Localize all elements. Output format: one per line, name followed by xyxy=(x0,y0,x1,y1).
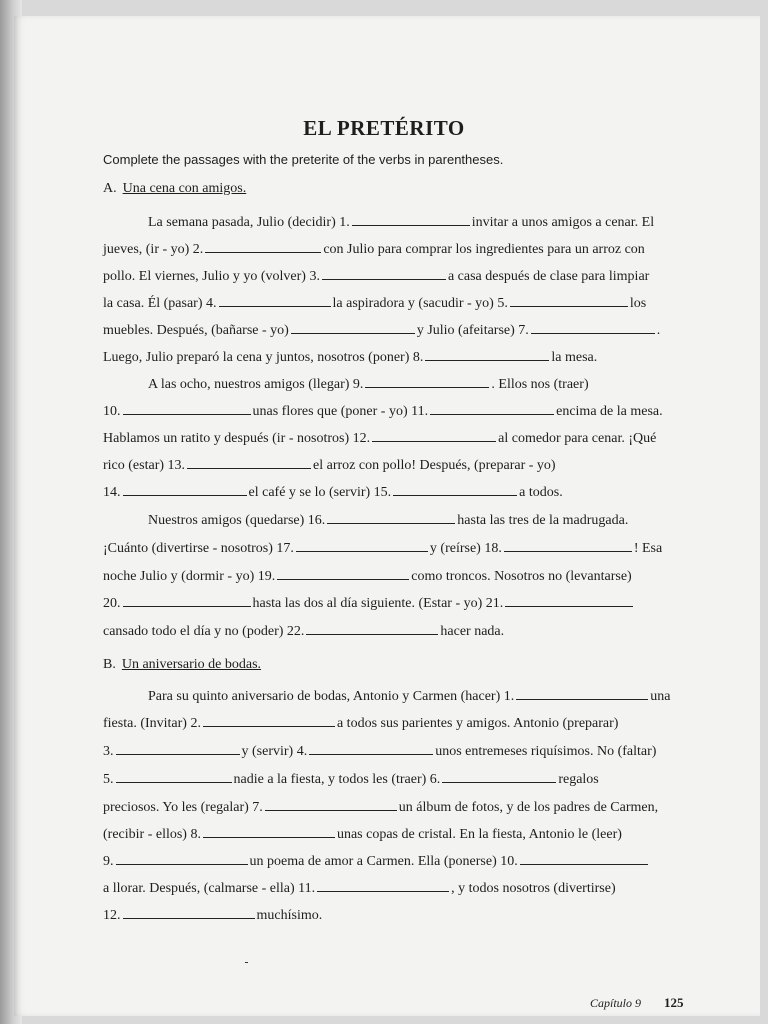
answer-blank[interactable] xyxy=(123,401,251,415)
answer-blank[interactable] xyxy=(277,566,409,580)
answer-blank[interactable] xyxy=(203,824,335,838)
section-b-heading xyxy=(103,657,261,673)
answer-blank[interactable] xyxy=(116,741,240,755)
answer-blank[interactable] xyxy=(296,538,428,552)
passage-line: 12. muchísimo. xyxy=(103,905,322,925)
passage-line: La semana pasada, Julio (decidir) 1. invitar a unos amigos a cenar. El xyxy=(148,212,654,232)
passage-line: Hablamos un ratito y después (ir - nosotros) 12. al comedor para cenar. ¡Qué xyxy=(103,428,656,448)
answer-blank[interactable] xyxy=(322,266,446,280)
answer-blank[interactable] xyxy=(306,621,438,635)
answer-blank[interactable] xyxy=(393,482,517,496)
passage-line: Para su quinto aniversario de bodas, Antonio y Carmen (hacer) 1. una xyxy=(148,686,670,706)
answer-blank[interactable] xyxy=(365,374,489,388)
passage-line: muebles. Después, (bañarse - yo) y Julio (afeitarse) 7. . xyxy=(103,320,660,340)
passage-line: jueves, (ir - yo) 2. con Julio para comprar los ingredientes para un arroz con xyxy=(103,239,645,259)
answer-blank[interactable] xyxy=(531,320,655,334)
answer-blank[interactable] xyxy=(510,293,628,307)
passage-line: a llorar. Después, (calmarse - ella) 11. , y todos nosotros (divertirse) xyxy=(103,878,616,898)
answer-blank[interactable] xyxy=(327,510,455,524)
page-number: 125 xyxy=(664,995,684,1010)
answer-blank[interactable] xyxy=(116,769,232,783)
section-title: Un aniversario de bodas. xyxy=(121,657,262,672)
answer-blank[interactable] xyxy=(123,482,247,496)
answer-blank[interactable] xyxy=(203,713,335,727)
answer-blank[interactable] xyxy=(504,538,632,552)
section-title: Una cena con amigos. xyxy=(122,181,247,196)
instructions: Complete the passages with the preterite of the verbs in parentheses. xyxy=(103,152,504,167)
passage-line: noche Julio y (dormir - yo) 19. como troncos. Nosotros no (levantarse) xyxy=(103,566,632,586)
answer-blank[interactable] xyxy=(520,851,648,865)
passage-line: cansado todo el día y no (poder) 22. hacer nada. xyxy=(103,621,504,641)
answer-blank[interactable] xyxy=(116,851,248,865)
answer-blank[interactable] xyxy=(291,320,415,334)
passage-line: 5. nadie a la fiesta, y todos les (traer) 6. regalos xyxy=(103,769,599,789)
section-a-heading xyxy=(103,181,246,197)
answer-blank[interactable] xyxy=(505,593,633,607)
page-title: EL PRETÉRITO xyxy=(303,116,465,140)
answer-blank[interactable] xyxy=(309,741,433,755)
answer-blank[interactable] xyxy=(205,239,321,253)
passage-line: fiesta. (Invitar) 2. a todos sus parientes y amigos. Antonio (preparar) xyxy=(103,713,618,733)
answer-blank[interactable] xyxy=(516,686,648,700)
chapter-label: Capítulo 9 xyxy=(590,996,642,1010)
passage-line: A las ocho, nuestros amigos (llegar) 9. . Ellos nos (traer) xyxy=(148,374,589,394)
passage-line: ¡Cuánto (divertirse - nosotros) 17. y (reírse) 18. ! Esa xyxy=(103,538,662,558)
passage-line: 3. y (servir) 4. unos entremeses riquísimos. No (faltar) xyxy=(103,741,656,761)
passage-line: (recibir - ellos) 8. unas copas de cristal. En la fiesta, Antonio le (leer) xyxy=(103,824,622,844)
ink-speck xyxy=(245,962,248,963)
passage-line: pollo. El viernes, Julio y yo (volver) 3. a casa después de clase para limpiar xyxy=(103,266,649,286)
answer-blank[interactable] xyxy=(425,347,549,361)
answer-blank[interactable] xyxy=(187,455,311,469)
passage-line: 20. hasta las dos al día siguiente. (Estar - yo) 21. xyxy=(103,593,635,613)
passage-line: preciosos. Yo les (regalar) 7. un álbum de fotos, y de los padres de Carmen, xyxy=(103,797,658,817)
answer-blank[interactable] xyxy=(265,797,397,811)
passage-line: la casa. Él (pasar) 4. la aspiradora y (sacudir - yo) 5. los xyxy=(103,293,646,313)
passage-line: 9. un poema de amor a Carmen. Ella (ponerse) 10. xyxy=(103,851,650,871)
answer-blank[interactable] xyxy=(317,878,449,892)
answer-blank[interactable] xyxy=(123,593,251,607)
passage-line: Nuestros amigos (quedarse) 16. hasta las tres de la madrugada. xyxy=(148,510,628,530)
passage-line: 14. el café y se lo (servir) 15. a todos. xyxy=(103,482,563,502)
section-letter: A. xyxy=(103,181,117,196)
passage-line: 10. unas flores que (poner - yo) 11. encima de la mesa. xyxy=(103,401,663,421)
answer-blank[interactable] xyxy=(430,401,554,415)
answer-blank[interactable] xyxy=(352,212,470,226)
answer-blank[interactable] xyxy=(219,293,331,307)
section-letter: B. xyxy=(103,657,116,672)
passage-line: Luego, Julio preparó la cena y juntos, nosotros (poner) 8. la mesa. xyxy=(103,347,597,367)
passage-line: rico (estar) 13. el arroz con pollo! Después, (preparar - yo) xyxy=(103,455,556,475)
answer-blank[interactable] xyxy=(372,428,496,442)
answer-blank[interactable] xyxy=(442,769,556,783)
answer-blank[interactable] xyxy=(123,905,255,919)
